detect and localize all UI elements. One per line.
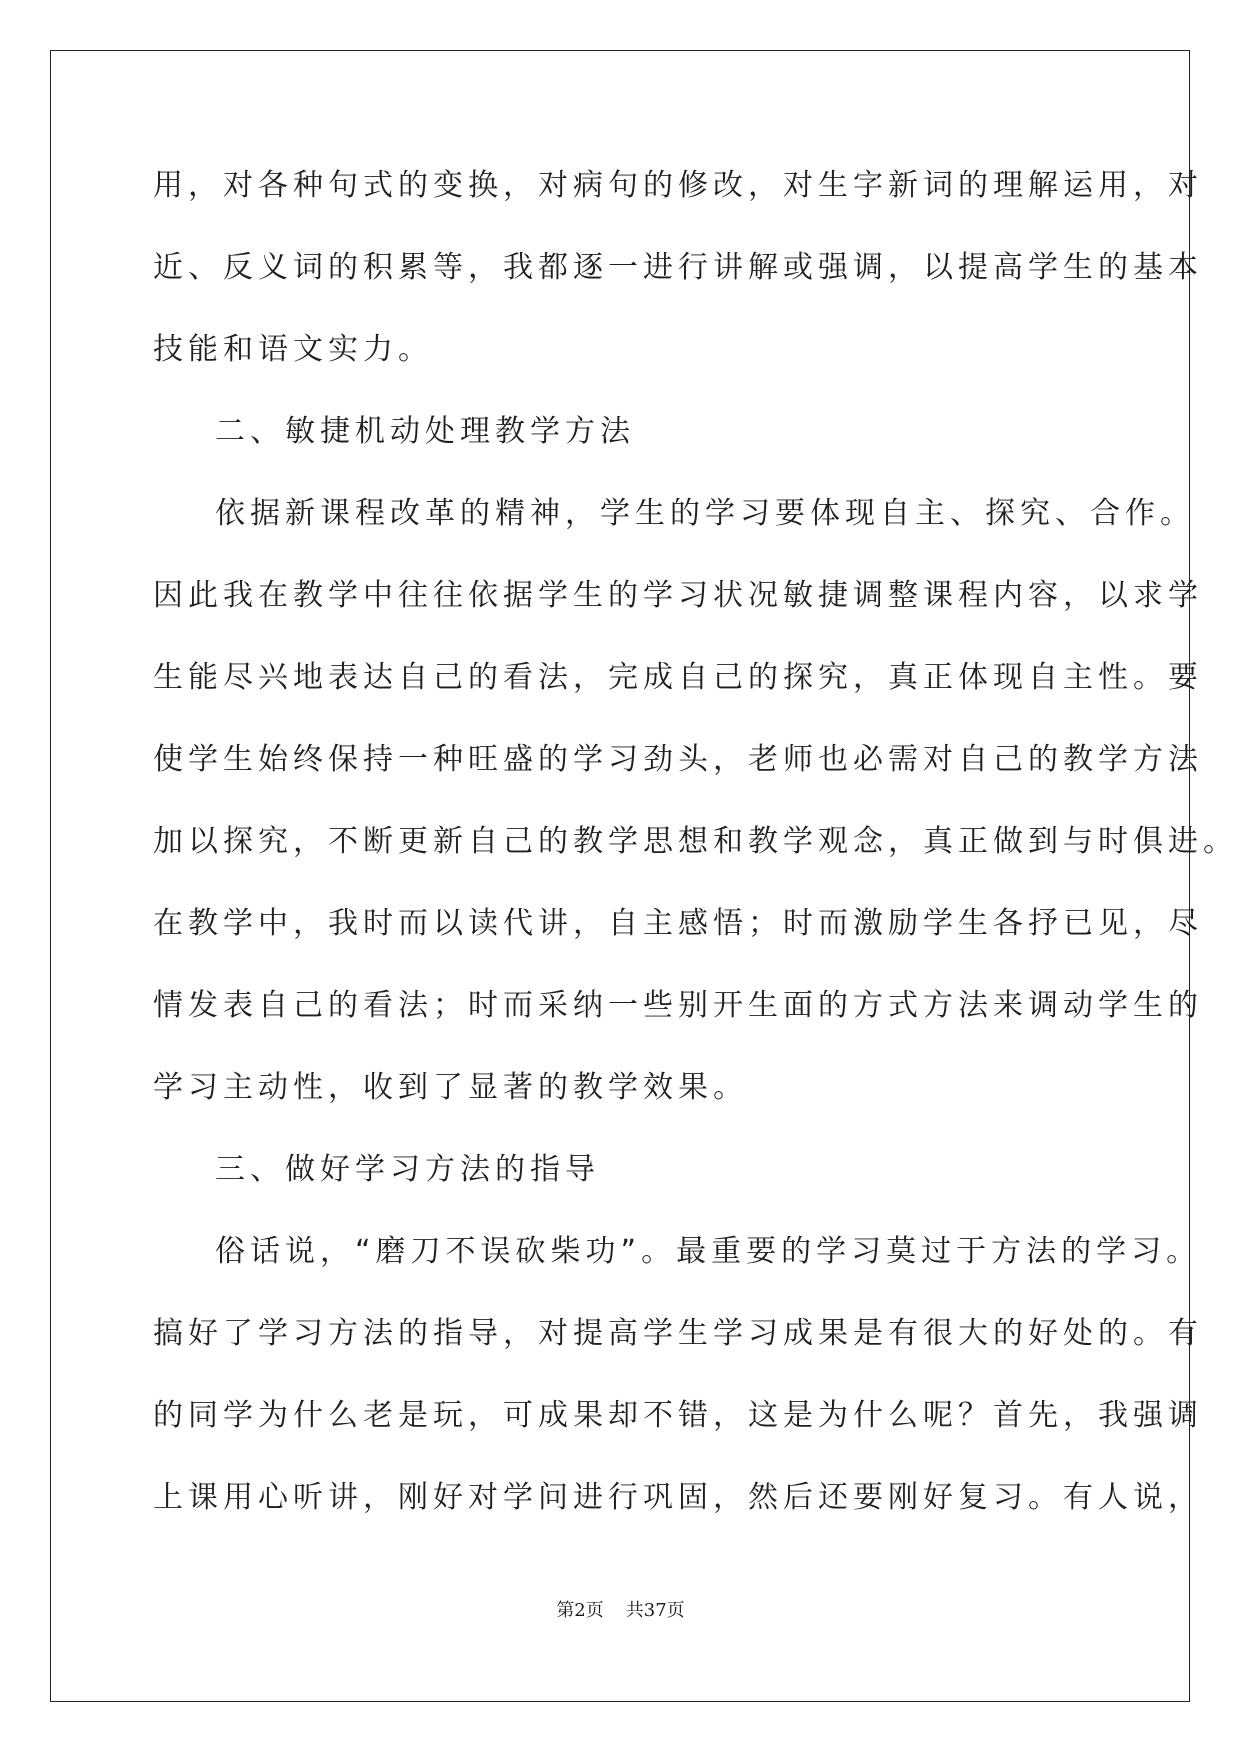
text-line: 依据新课程改革的精神，学生的学习要体现自主、探究、合作。 — [215, 496, 1195, 531]
text-line: 学习主动性，收到了显著的教学效果。 — [153, 1070, 748, 1105]
text-line: 加以探究，不断更新自己的教学思想和教学观念，真正做到与时俱进。 — [153, 824, 1238, 859]
section-heading: 三、做好学习方法的指导 — [215, 1152, 600, 1187]
section-heading: 二、敏捷机动处理教学方法 — [215, 414, 635, 449]
text-line: 技能和语文实力。 — [153, 332, 433, 367]
text-line: 俗话说，“磨刀不误砍柴功”。最重要的学习莫过于方法的学习。 — [215, 1234, 1202, 1269]
page-total: 共37页 — [625, 1600, 685, 1621]
page-footer — [0, 1596, 1241, 1622]
text-line: 因此我在教学中往往依据学生的学习状况敏捷调整课程内容，以求学 — [153, 578, 1203, 613]
text-line: 生能尽兴地表达自己的看法，完成自己的探究，真正体现自主性。要 — [153, 660, 1203, 695]
text-line: 在教学中，我时而以读代讲，自主感悟；时而激励学生各抒已见，尽 — [153, 906, 1203, 941]
text-line: 搞好了学习方法的指导，对提高学生学习成果是有很大的好处的。有 — [153, 1316, 1203, 1351]
page-number: 第2页 — [556, 1600, 604, 1621]
text-line: 使学生始终保持一种旺盛的学习劲头，老师也必需对自己的教学方法 — [153, 742, 1203, 777]
text-line: 用，对各种句式的变换，对病句的修改，对生字新词的理解运用，对 — [153, 168, 1203, 203]
text-line: 情发表自己的看法；时而采纳一些别开生面的方式方法来调动学生的 — [153, 988, 1203, 1023]
text-line: 近、反义词的积累等，我都逐一进行讲解或强调，以提高学生的基本 — [153, 250, 1203, 285]
document-body — [153, 160, 1238, 1554]
text-line: 的同学为什么老是玩，可成果却不错，这是为什么呢？首先，我强调 — [153, 1398, 1203, 1433]
text-line: 上课用心听讲，刚好对学问进行巩固，然后还要刚好复习。有人说， — [153, 1480, 1203, 1515]
